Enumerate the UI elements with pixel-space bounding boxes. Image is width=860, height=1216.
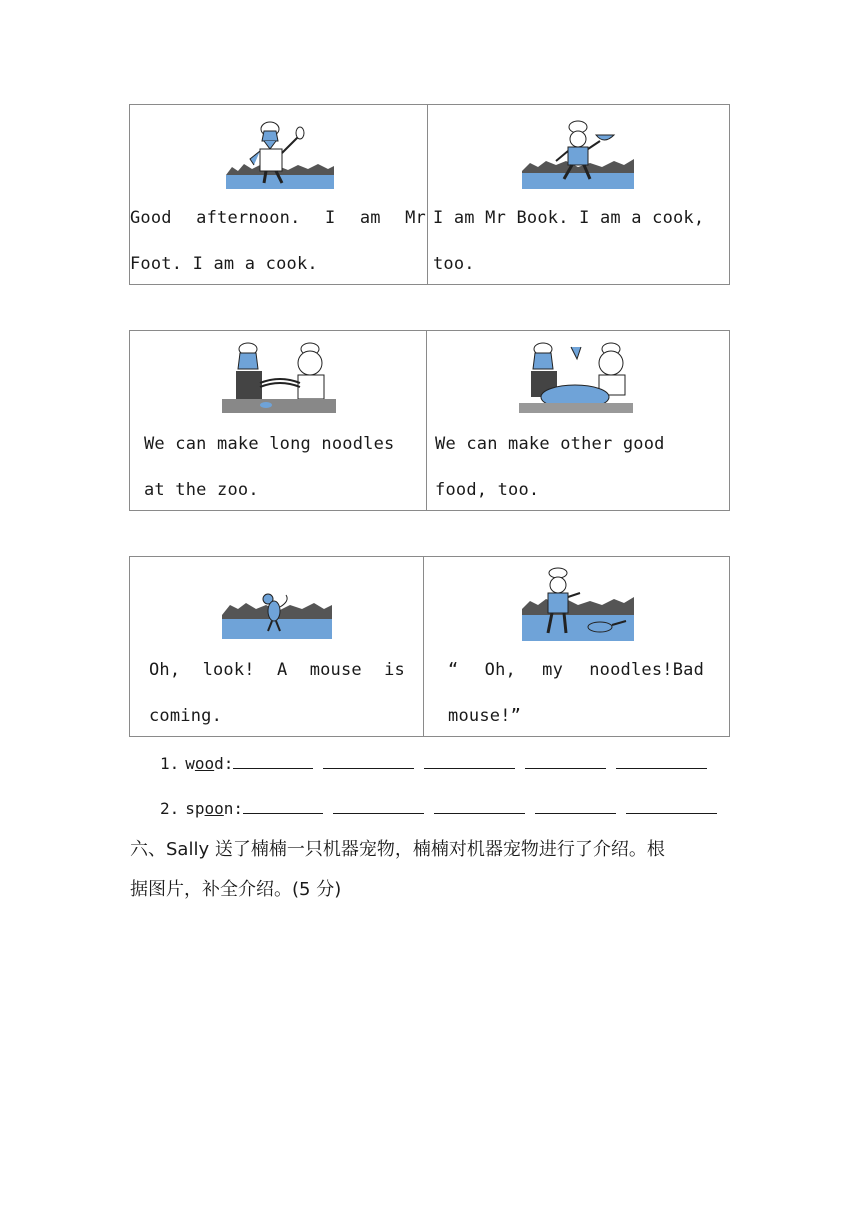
exercise-2	[160, 794, 717, 818]
exercise-1	[160, 749, 707, 773]
section-6-line-2: 据图片，补全介绍。(5 分)	[130, 879, 342, 900]
panel-1-right	[427, 105, 729, 284]
blank-1-1[interactable]	[233, 767, 313, 769]
panel-3-right-text: “ Oh, my noodles!Bad mouse!”	[448, 660, 705, 726]
panel-3-left	[130, 557, 423, 736]
panel-3-left-text: Oh, look! A mouse is coming.	[149, 660, 405, 726]
exercise-1-word: wood:	[185, 754, 234, 773]
panel-2-right-text: We can make other good food, too.	[435, 434, 665, 500]
blank-2-4[interactable]	[535, 812, 616, 814]
exercise-2-word: spoon:	[185, 799, 244, 818]
pig-chef-illustration	[520, 119, 636, 189]
blank-2-2[interactable]	[333, 812, 424, 814]
fox-pig-noodles-illustration	[220, 339, 338, 415]
exercise-2-number: 2.	[160, 799, 180, 818]
panel-1-left	[130, 105, 427, 284]
fox-chef-illustration	[224, 119, 336, 189]
blank-1-5[interactable]	[616, 767, 707, 769]
blank-2-1[interactable]	[243, 812, 323, 814]
pig-chef-pan-illustration	[520, 567, 636, 641]
story-panel-1	[129, 104, 730, 285]
story-panel-3	[129, 556, 730, 737]
section-6-instructions	[130, 830, 730, 910]
panel-1-left-text: Good afternoon. I am Mr Foot. I am a cook.	[130, 208, 426, 274]
exercise-1-number: 1.	[160, 754, 180, 773]
panel-2-left-text: We can make long noodles at the zoo.	[144, 434, 395, 500]
blank-2-5[interactable]	[626, 812, 717, 814]
panel-2-right	[426, 331, 729, 510]
blank-2-3[interactable]	[434, 812, 525, 814]
panel-3-right	[423, 557, 729, 736]
blank-1-3[interactable]	[424, 767, 515, 769]
section-6-line-1: 六、Sally 送了楠楠一只机器宠物，楠楠对机器宠物进行了介绍。根	[130, 839, 665, 860]
panel-1-right-text: I am Mr Book. I am a cook, too.	[433, 208, 705, 274]
blank-1-2[interactable]	[323, 767, 414, 769]
mouse-illustration	[220, 587, 334, 639]
fox-pig-dough-illustration	[517, 339, 635, 415]
blank-1-4[interactable]	[525, 767, 606, 769]
panel-2-left	[130, 331, 426, 510]
story-panel-2	[129, 330, 730, 511]
